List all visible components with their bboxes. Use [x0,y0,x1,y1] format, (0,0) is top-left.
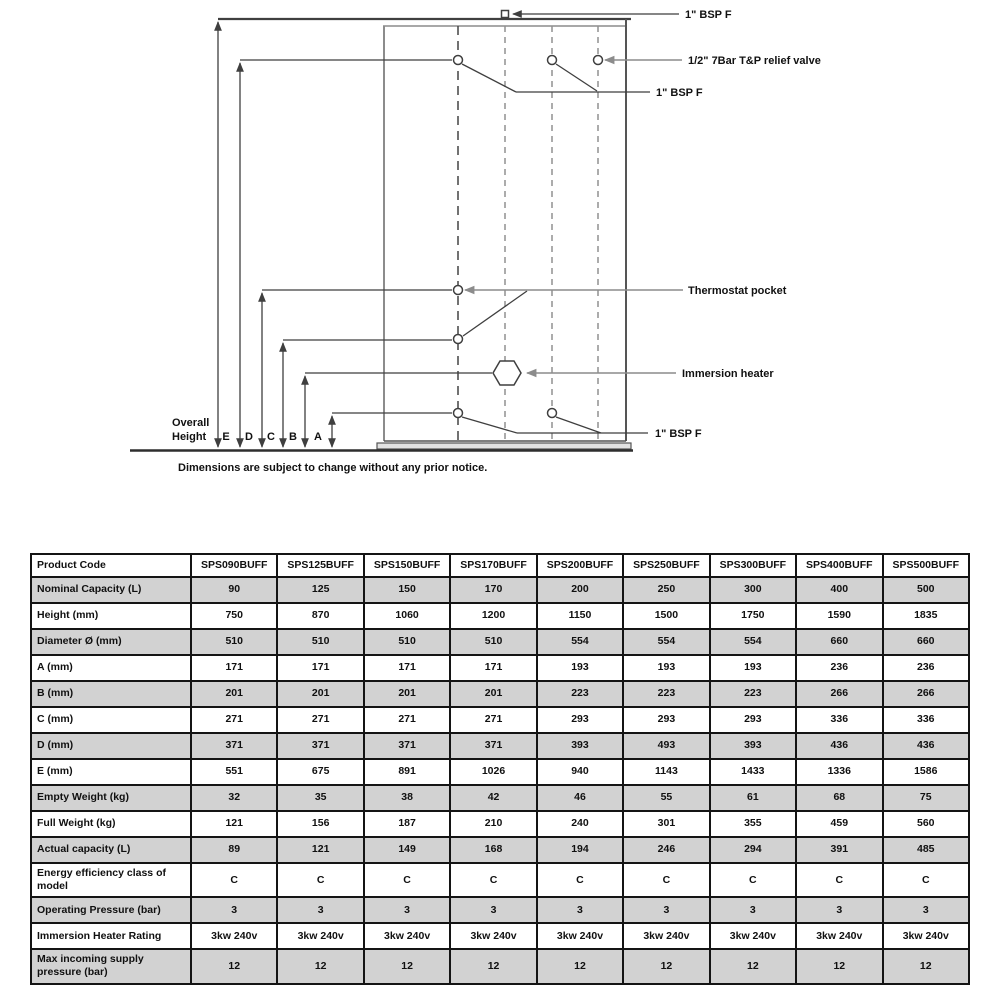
table-header-cell: SPS500BUFF [883,554,970,577]
table-cell: 3 [796,897,882,923]
table-cell: 371 [450,733,536,759]
row-label: Empty Weight (kg) [31,785,191,811]
overall-height-label-line2: Height [172,431,207,443]
immersion-heater-hexagon [493,361,521,385]
row-label: Max incoming supply pressure (bar) [31,949,191,983]
table-cell: 510 [191,629,277,655]
table-cell: C [277,863,363,897]
table-cell: 38 [364,785,450,811]
table-cell: 675 [277,759,363,785]
table-cell: 89 [191,837,277,863]
table-cell: 393 [710,733,796,759]
table-cell: 201 [450,681,536,707]
table-cell: 1143 [623,759,709,785]
table-cell: 12 [710,949,796,983]
table-cell: 201 [191,681,277,707]
table-cell: 250 [623,577,709,603]
table-row [31,811,969,837]
table-cell: 660 [883,629,970,655]
row-label: Full Weight (kg) [31,811,191,837]
table-header-cell: SPS170BUFF [450,554,536,577]
row-label: C (mm) [31,707,191,733]
table-corner-header: Product Code [31,554,191,577]
row-label: Operating Pressure (bar) [31,897,191,923]
table-cell: 12 [796,949,882,983]
table-cell: 940 [537,759,623,785]
table-cell: 201 [277,681,363,707]
table-cell: 194 [537,837,623,863]
dim-letter-b: B [289,431,297,443]
table-row [31,863,969,897]
table-cell: 3kw 240v [796,923,882,949]
dim-letter-e: E [222,431,230,443]
table-cell: 554 [710,629,796,655]
table-row [31,603,969,629]
table-cell: C [450,863,536,897]
table-cell: 436 [796,733,882,759]
table-cell: 168 [450,837,536,863]
table-cell: 3kw 240v [191,923,277,949]
table-cell: 12 [883,949,970,983]
table-cell: C [883,863,970,897]
table-cell: 271 [277,707,363,733]
row-label: Height (mm) [31,603,191,629]
table-cell: 1500 [623,603,709,629]
table-cell: 3kw 240v [537,923,623,949]
dim-letter-d: D [245,431,253,443]
cylinder-outline [130,19,633,451]
table-row [31,949,969,983]
specification-table [30,553,970,985]
table-cell: 193 [710,655,796,681]
table-cell: 12 [277,949,363,983]
table-cell: 459 [796,811,882,837]
table-cell: 193 [537,655,623,681]
table-cell: 560 [883,811,970,837]
table-cell: 336 [796,707,882,733]
table-cell: 870 [277,603,363,629]
table-cell: 1433 [710,759,796,785]
table-cell: 554 [623,629,709,655]
table-cell: 35 [277,785,363,811]
table-cell: 355 [710,811,796,837]
table-cell: 156 [277,811,363,837]
table-cell: 171 [191,655,277,681]
top-fitting-square [502,11,509,18]
table-header-cell: SPS150BUFF [364,554,450,577]
dim-letter-c: C [267,431,275,443]
table-cell: 3 [883,897,970,923]
table-cell: 201 [364,681,450,707]
table-header-cell: SPS400BUFF [796,554,882,577]
table-cell: 293 [710,707,796,733]
table-cell: 371 [191,733,277,759]
row-label: E (mm) [31,759,191,785]
table-cell: 223 [623,681,709,707]
table-cell: 3 [537,897,623,923]
table-cell: 12 [537,949,623,983]
table-cell: 271 [191,707,277,733]
table-cell: 32 [191,785,277,811]
row-label: Diameter Ø (mm) [31,629,191,655]
dashed-centerlines [458,26,598,441]
table-cell: 485 [883,837,970,863]
table-cell: 301 [623,811,709,837]
table-cell: 271 [364,707,450,733]
table-cell: 12 [623,949,709,983]
table-cell: C [191,863,277,897]
table-cell: 149 [364,837,450,863]
table-cell: 3kw 240v [710,923,796,949]
table-header-row [31,554,969,577]
table-cell: 171 [364,655,450,681]
spec-table [30,553,970,985]
table-cell: 1200 [450,603,536,629]
table-cell: 3 [710,897,796,923]
row-label: B (mm) [31,681,191,707]
table-cell: 391 [796,837,882,863]
table-cell: 3kw 240v [623,923,709,949]
table-cell: 554 [537,629,623,655]
table-cell: 223 [537,681,623,707]
table-cell: 266 [883,681,970,707]
table-cell: 3kw 240v [883,923,970,949]
table-cell: 1750 [710,603,796,629]
table-cell: 46 [537,785,623,811]
table-cell: 891 [364,759,450,785]
leader-lines [465,60,683,373]
row-label: A (mm) [31,655,191,681]
table-cell: 3 [191,897,277,923]
table-cell: 293 [537,707,623,733]
table-header-cell: SPS125BUFF [277,554,363,577]
table-cell: 551 [191,759,277,785]
table-row [31,655,969,681]
table-cell: 187 [364,811,450,837]
table-cell: 293 [623,707,709,733]
table-cell: 210 [450,811,536,837]
table-row [31,681,969,707]
table-cell: 55 [623,785,709,811]
table-row [31,629,969,655]
table-cell: 75 [883,785,970,811]
table-cell: 125 [277,577,363,603]
table-cell: 90 [191,577,277,603]
table-cell: 121 [277,837,363,863]
table-cell: 246 [623,837,709,863]
dimension-lines [218,22,492,447]
table-cell: 150 [364,577,450,603]
table-header-cell: SPS250BUFF [623,554,709,577]
table-header-cell: SPS090BUFF [191,554,277,577]
table-row [31,577,969,603]
table-cell: 3kw 240v [450,923,536,949]
table-row [31,785,969,811]
row-label: Energy efficiency class of model [31,863,191,897]
label-top-bsp: 1" BSP F [685,9,732,21]
table-row [31,707,969,733]
table-cell: 68 [796,785,882,811]
table-cell: 510 [364,629,450,655]
table-cell: 371 [364,733,450,759]
table-cell: 171 [450,655,536,681]
table-cell: 750 [191,603,277,629]
table-cell: 236 [796,655,882,681]
table-cell: C [537,863,623,897]
table-header-cell: SPS300BUFF [710,554,796,577]
table-cell: 1060 [364,603,450,629]
table-cell: 3kw 240v [277,923,363,949]
table-cell: C [796,863,882,897]
table-cell: 193 [623,655,709,681]
table-cell: 436 [883,733,970,759]
table-cell: 510 [450,629,536,655]
table-cell: 510 [277,629,363,655]
table-cell: 1590 [796,603,882,629]
label-bottom-bsp: 1" BSP F [655,428,702,440]
table-cell: 170 [450,577,536,603]
table-cell: C [623,863,709,897]
table-cell: 3 [623,897,709,923]
table-cell: 236 [883,655,970,681]
label-relief-valve: 1/2" 7Bar T&P relief valve [688,55,821,67]
table-cell: 121 [191,811,277,837]
table-cell: 12 [450,949,536,983]
table-cell: 12 [191,949,277,983]
table-cell: 240 [537,811,623,837]
table-cell: 223 [710,681,796,707]
table-cell: 371 [277,733,363,759]
table-row [31,733,969,759]
table-cell: 1150 [537,603,623,629]
table-row [31,923,969,949]
table-cell: 1586 [883,759,970,785]
row-label: Nominal Capacity (L) [31,577,191,603]
table-row [31,837,969,863]
table-cell: 500 [883,577,970,603]
table-cell: 200 [537,577,623,603]
row-label: Actual capacity (L) [31,837,191,863]
table-cell: 336 [883,707,970,733]
table-cell: C [710,863,796,897]
table-cell: 42 [450,785,536,811]
dimensions-note: Dimensions are subject to change without any prior notice. [178,462,488,474]
table-cell: 1026 [450,759,536,785]
table-cell: 3 [364,897,450,923]
overall-height-label-line1: Overall [172,417,210,429]
table-cell: 61 [710,785,796,811]
table-row [31,759,969,785]
table-cell: 12 [364,949,450,983]
table-cell: 1336 [796,759,882,785]
table-cell: 493 [623,733,709,759]
table-cell: 660 [796,629,882,655]
row-label: Immersion Heater Rating [31,923,191,949]
table-cell: 3 [277,897,363,923]
label-thermostat-pocket: Thermostat pocket [688,285,787,297]
table-cell: 400 [796,577,882,603]
table-cell: 266 [796,681,882,707]
table-cell: 300 [710,577,796,603]
table-cell: 171 [277,655,363,681]
table-cell: 271 [450,707,536,733]
label-upper-bsp: 1" BSP F [656,87,703,99]
row-label: D (mm) [31,733,191,759]
table-header-cell: SPS200BUFF [537,554,623,577]
table-cell: 393 [537,733,623,759]
table-cell: 1835 [883,603,970,629]
table-row [31,897,969,923]
dim-letter-a: A [314,431,322,443]
table-cell: 3kw 240v [364,923,450,949]
table-cell: 294 [710,837,796,863]
label-immersion-heater: Immersion heater [682,368,774,380]
table-cell: 3 [450,897,536,923]
table-cell: C [364,863,450,897]
